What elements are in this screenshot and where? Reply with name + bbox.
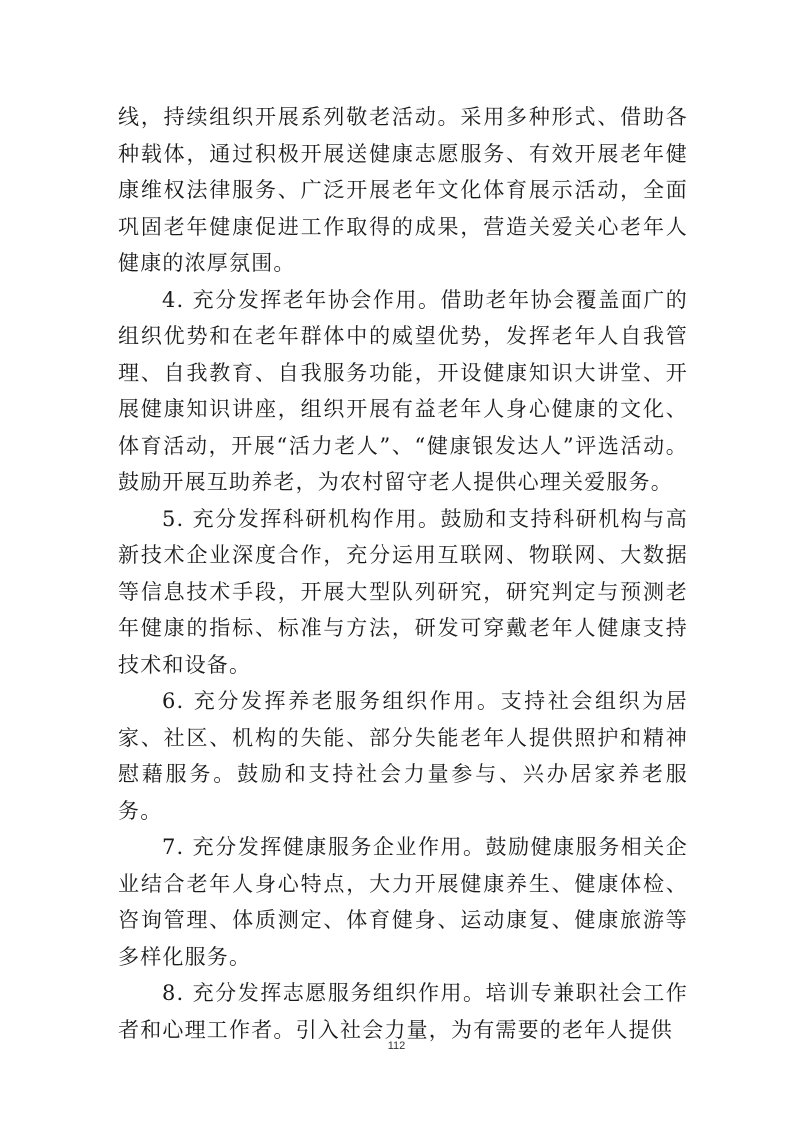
paragraph-item-4: 4. 充分发挥老年协会作用。借助老年协会覆盖面广的组织优势和在老年群体中的威望优势，发挥老年人自我管理、自我教育、自我服务功能，开设健康知识大讲堂、开展健康知识讲座，组织开展有益老年人身心健康的文化、体育活动，开展“活力老人”、“健康银发达人”评选活动。鼓励开展互助养老，为农村留守老人提供心理关爱服务。 bbox=[118, 287, 688, 494]
page-number: 112 bbox=[387, 1040, 406, 1052]
document-body bbox=[118, 99, 688, 1048]
paragraph-item-5: 5. 充分发挥科研机构作用。鼓励和支持科研机构与高新技术企业深度合作，充分运用互联网、物联网、大数据等信息技术手段，开展大型队列研究，研究判定与预测老年健康的指标、标准与方法，研发可穿戴老年人健康支持技术和设备。 bbox=[118, 506, 688, 677]
paragraph-item-7: 7. 充分发挥健康服务企业作用。鼓励健康服务相关企业结合老年人身心特点，大力开展健康养生、健康体检、咨询管理、体质测定、体育健身、运动康复、健康旅游等多样化服务。 bbox=[118, 835, 688, 969]
paragraph-continuation: 线，持续组织开展系列敬老活动。采用多种形式、借助各种载体，通过积极开展送健康志愿服务、有效开展老年健康维权法律服务、广泛开展老年文化体育展示活动，全面巩固老年健康促进工作取得的成果，营造关爱关心老年人健康的浓厚氛围。 bbox=[118, 105, 688, 275]
paragraph-item-6: 6. 充分发挥养老服务组织作用。支持社会组织为居家、社区、机构的失能、部分失能老年人提供照护和精神慰藉服务。鼓励和支持社会力量参与、兴办居家养老服务。 bbox=[118, 689, 688, 823]
paragraph-item-8: 8. 充分发挥志愿服务组织作用。培训专兼职社会工作者和心理工作者。引入社会力量，为有需要的老年人提供 bbox=[118, 981, 688, 1042]
